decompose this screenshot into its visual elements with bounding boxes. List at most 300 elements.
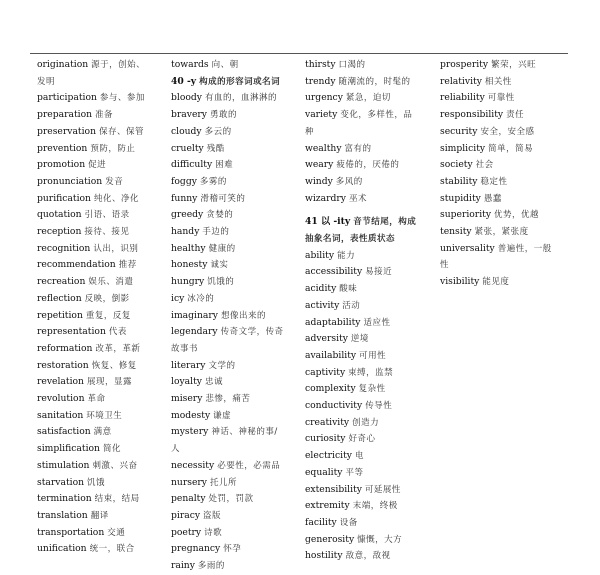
vocab-entry — [305, 348, 435, 365]
vocab-entry — [171, 458, 303, 475]
chinese-meaning: 多雨的 — [197, 561, 225, 572]
vocab-entry — [171, 441, 303, 458]
chinese-meaning: 准备 — [95, 110, 114, 121]
chinese-meaning: 安全，安全感 — [480, 126, 535, 137]
vocab-entry — [171, 374, 303, 391]
vocab-entry — [305, 298, 435, 315]
chinese-meaning: 贪婪的 — [206, 210, 234, 221]
vocab-entry — [171, 224, 303, 241]
vocab-entry — [305, 398, 435, 415]
chinese-meaning: 愚蠢 — [483, 193, 502, 204]
vocab-entry — [305, 482, 435, 499]
chinese-meaning: 困难 — [215, 160, 234, 171]
chinese-meaning: 翻译 — [90, 510, 109, 521]
column-2 — [171, 57, 303, 575]
vocab-entry — [171, 107, 303, 124]
vocab-entry — [37, 391, 165, 408]
chinese-meaning: 认出，识别 — [93, 243, 139, 254]
english-word: sanitation — [37, 409, 84, 421]
english-word: relativity — [440, 75, 482, 87]
vocab-entry — [440, 90, 570, 107]
english-word: translation — [37, 509, 88, 521]
english-word: repetition — [37, 309, 83, 321]
english-word: stupidity — [440, 192, 481, 204]
chinese-meaning: 相关性 — [484, 76, 512, 87]
english-word: pregnancy — [171, 543, 221, 555]
vocab-entry — [305, 264, 435, 281]
english-word: curiosity — [305, 433, 346, 445]
english-word: penalty — [171, 493, 206, 505]
english-word: origination — [37, 59, 89, 70]
chinese-meaning: 文学的 — [208, 360, 236, 371]
vocab-entry — [305, 90, 435, 107]
chinese-meaning: 恢复、修复 — [91, 360, 137, 371]
english-word: preparation — [37, 109, 93, 121]
chinese-meaning: 悲惨，痛苦 — [205, 394, 251, 405]
vocab-entry — [440, 174, 570, 191]
chinese-meaning: 随潮流的，时髦的 — [338, 76, 411, 87]
chinese-meaning: 托儿所 — [209, 477, 237, 488]
english-word: funny — [171, 192, 198, 204]
english-word: towards — [171, 59, 209, 70]
english-word: restoration — [37, 359, 89, 371]
vocab-entry — [171, 257, 303, 274]
chinese-meaning: 巫术 — [348, 193, 367, 204]
vocab-entry — [305, 248, 435, 265]
english-word: ability — [305, 249, 335, 261]
chinese-meaning: 敌意，敌视 — [345, 551, 391, 562]
english-word: windy — [305, 175, 333, 187]
vocab-entry — [171, 541, 303, 558]
top-rule — [30, 53, 568, 54]
chinese-meaning: 处罚，罚款 — [208, 494, 254, 505]
english-word: weary — [305, 159, 334, 171]
chinese-meaning: 传导性 — [365, 401, 393, 412]
chinese-meaning: 环境卫生 — [86, 410, 123, 421]
vocab-entry — [171, 274, 303, 291]
vocab-entry — [305, 141, 435, 158]
section-heading — [305, 231, 435, 248]
chinese-meaning: 纯化、净化 — [93, 193, 139, 204]
chinese-meaning: 能力 — [337, 250, 356, 261]
vocab-entry — [37, 274, 165, 291]
english-word: superiority — [440, 209, 492, 221]
vocab-entry — [305, 107, 435, 124]
english-word: reformation — [37, 342, 93, 354]
chinese-meaning: 抽象名词，表性质状态 — [305, 234, 396, 245]
english-word: revelation — [37, 376, 84, 388]
chinese-meaning: 盗版 — [203, 510, 222, 521]
chinese-meaning: 接待、接见 — [84, 227, 130, 238]
vocab-entry — [37, 308, 165, 325]
vocab-entry — [171, 358, 303, 375]
chinese-meaning: 紧急，迫切 — [345, 93, 391, 104]
chinese-meaning: 向、朝 — [211, 60, 239, 70]
vocab-entry — [37, 124, 165, 141]
chinese-meaning: 复杂性 — [358, 384, 386, 395]
english-word: icy — [171, 292, 185, 304]
english-word: reception — [37, 226, 82, 238]
vocab-entry — [37, 74, 165, 91]
vocab-entry — [37, 257, 165, 274]
vocab-entry — [171, 324, 303, 341]
chinese-meaning: 好奇心 — [348, 434, 376, 445]
vocab-entry — [171, 491, 303, 508]
vocab-entry — [440, 241, 570, 258]
vocab-entry — [305, 57, 435, 74]
vocab-entry — [171, 90, 303, 107]
vocab-entry — [305, 532, 435, 549]
chinese-meaning: 诚实 — [210, 260, 229, 271]
vocab-entry — [440, 157, 570, 174]
english-word: extensibility — [305, 483, 362, 495]
chinese-meaning: 电 — [354, 451, 364, 462]
vocab-entry — [37, 224, 165, 241]
chinese-meaning: 可用性 — [359, 350, 387, 361]
english-word: loyalty — [171, 376, 202, 388]
vocab-entry — [37, 324, 165, 341]
vocab-entry — [305, 157, 435, 174]
section-heading — [171, 74, 303, 91]
vocab-entry — [305, 174, 435, 191]
vocab-entry — [305, 331, 435, 348]
english-word: revolution — [37, 393, 85, 405]
english-word: 40 -y — [171, 75, 197, 87]
english-word: stability — [440, 175, 478, 187]
english-word: prevention — [37, 142, 88, 154]
chinese-meaning: 酸味 — [339, 284, 358, 295]
english-word: electricity — [305, 450, 352, 462]
chinese-meaning: 社会 — [475, 160, 494, 171]
chinese-meaning: 刺激、兴奋 — [92, 460, 138, 471]
english-word: rainy — [171, 560, 195, 572]
chinese-meaning: 平等 — [345, 467, 364, 478]
english-word: stimulation — [37, 459, 90, 471]
english-word: complexity — [305, 383, 356, 395]
vocab-entry — [37, 291, 165, 308]
chinese-meaning: 娱乐、消遣 — [88, 277, 134, 288]
vocab-entry — [305, 381, 435, 398]
chinese-meaning: 多风的 — [335, 176, 363, 187]
vocab-entry — [171, 525, 303, 542]
chinese-meaning: 责任 — [506, 110, 525, 121]
vocab-entry — [305, 515, 435, 532]
english-word: starvation — [37, 476, 85, 488]
chinese-meaning: 束缚，监禁 — [348, 367, 394, 378]
english-word: simplicity — [440, 142, 486, 154]
chinese-meaning: 发明 — [37, 76, 56, 87]
vocab-entry — [37, 374, 165, 391]
chinese-meaning: 引语、语录 — [84, 210, 130, 221]
vocab-entry — [440, 141, 570, 158]
english-word: captivity — [305, 366, 346, 378]
english-word: cruelty — [171, 142, 204, 154]
vocab-entry — [37, 475, 165, 492]
vocab-entry — [171, 207, 303, 224]
english-word: necessity — [171, 459, 215, 471]
vocab-entry — [440, 107, 570, 124]
english-word: quotation — [37, 209, 82, 221]
vocab-entry — [171, 241, 303, 258]
english-word: universality — [440, 242, 495, 254]
english-word: mystery — [171, 426, 209, 438]
vocab-entry — [440, 124, 570, 141]
chinese-meaning: 慷慨，大方 — [357, 534, 403, 545]
english-word: extremity — [305, 500, 350, 512]
chinese-meaning: 反映，倒影 — [84, 293, 130, 304]
chinese-meaning: 源于，创始、 — [91, 60, 146, 70]
vocab-entry — [37, 107, 165, 124]
english-word: poetry — [171, 526, 202, 538]
vocab-entry — [37, 174, 165, 191]
vocab-entry — [440, 207, 570, 224]
vocab-entry — [305, 415, 435, 432]
vocab-entry — [37, 341, 165, 358]
vocab-entry — [171, 291, 303, 308]
chinese-meaning: 稳定性 — [480, 176, 508, 187]
vocab-entry — [37, 525, 165, 542]
vocab-entry — [37, 358, 165, 375]
english-word: greedy — [171, 209, 204, 221]
vocab-entry — [305, 431, 435, 448]
chinese-meaning: 易接近 — [365, 267, 393, 278]
english-word: purification — [37, 192, 91, 204]
vocab-entry — [37, 508, 165, 525]
english-word: legendary — [171, 326, 218, 338]
vocab-entry — [37, 191, 165, 208]
vocab-entry — [37, 424, 165, 441]
chinese-meaning: 紧张，紧张度 — [474, 227, 529, 238]
chinese-meaning: 可延展性 — [364, 484, 401, 495]
vocab-entry — [440, 224, 570, 241]
vocab-entry — [171, 508, 303, 525]
english-word: bloody — [171, 92, 202, 104]
english-word: participation — [37, 92, 97, 104]
chinese-meaning: 有血的，血淋淋的 — [204, 93, 277, 104]
vocab-entry — [171, 191, 303, 208]
english-word: imaginary — [171, 309, 218, 321]
chinese-meaning: 神话、神秘的事/ — [211, 427, 278, 438]
chinese-meaning: 简化 — [102, 444, 121, 455]
vocab-entry — [37, 241, 165, 258]
english-word: variety — [305, 109, 338, 121]
chinese-meaning: 优势，优越 — [494, 210, 540, 221]
chinese-meaning: 诗歌 — [204, 527, 223, 538]
chinese-meaning: 预防，防止 — [90, 143, 136, 154]
chinese-meaning: 怀孕 — [223, 544, 242, 555]
english-word: difficulty — [171, 159, 213, 171]
column-4 — [440, 57, 570, 291]
english-word: misery — [171, 393, 203, 405]
vocab-entry — [37, 541, 165, 558]
chinese-meaning: 残酷 — [206, 143, 225, 154]
vocab-entry — [171, 408, 303, 425]
english-word: satisfaction — [37, 426, 91, 438]
chinese-meaning: 音节结尾，构成 — [353, 217, 417, 228]
chinese-meaning: 健康的 — [208, 243, 236, 254]
chinese-meaning: 活动 — [342, 300, 361, 311]
english-word: adversity — [305, 333, 348, 345]
english-word: wealthy — [305, 142, 342, 154]
chinese-meaning: 可靠性 — [487, 93, 515, 104]
english-word: unification — [37, 543, 87, 555]
vocab-entry — [37, 90, 165, 107]
vocab-entry — [37, 207, 165, 224]
chinese-meaning: 保存、保管 — [99, 126, 145, 137]
english-word: preservation — [37, 125, 97, 137]
chinese-meaning: 口渴的 — [338, 60, 366, 70]
vocab-entry — [305, 191, 435, 208]
vocab-entry — [171, 341, 303, 358]
chinese-meaning: 必要性，必需品 — [217, 460, 281, 471]
english-word: nursery — [171, 476, 207, 488]
english-word: wizardry — [305, 192, 346, 204]
english-word: healthy — [171, 242, 206, 254]
vocab-entry — [305, 548, 435, 565]
english-word: promotion — [37, 159, 86, 171]
chinese-meaning: 统一，联合 — [89, 544, 135, 555]
vocab-entry — [440, 191, 570, 208]
chinese-meaning: 简单，简易 — [488, 143, 534, 154]
chinese-meaning: 展现，显露 — [86, 377, 132, 388]
chinese-meaning: 勇敢的 — [209, 110, 237, 121]
vocab-entry — [171, 57, 303, 74]
chinese-meaning: 代表 — [108, 327, 127, 338]
english-word: adaptability — [305, 316, 361, 328]
english-word: prosperity — [440, 59, 489, 70]
english-word: recommendation — [37, 259, 116, 271]
english-word: creativity — [305, 416, 350, 428]
vocab-entry — [171, 124, 303, 141]
vocab-entry — [37, 441, 165, 458]
english-word: recognition — [37, 242, 91, 254]
vocab-entry — [171, 157, 303, 174]
english-word: reliability — [440, 92, 485, 104]
chinese-meaning: 忠诚 — [204, 377, 223, 388]
chinese-meaning: 种 — [305, 126, 315, 137]
english-word: honesty — [171, 259, 208, 271]
chinese-meaning: 饥饿 — [87, 477, 106, 488]
english-word: acidity — [305, 283, 337, 295]
chinese-meaning: 交通 — [107, 527, 126, 538]
english-word: reflection — [37, 292, 82, 304]
english-word: tensity — [440, 226, 472, 238]
chinese-meaning: 革命 — [87, 394, 106, 405]
vocab-entry — [171, 308, 303, 325]
english-word: trendy — [305, 75, 336, 87]
english-word: bravery — [171, 109, 207, 121]
chinese-meaning: 谦虚 — [213, 410, 232, 421]
english-word: activity — [305, 299, 340, 311]
english-word: generosity — [305, 533, 355, 545]
english-word: hostility — [305, 550, 343, 562]
section-heading — [305, 214, 435, 231]
chinese-meaning: 设备 — [339, 517, 358, 528]
section-spacer — [305, 207, 435, 214]
vocab-entry — [37, 408, 165, 425]
chinese-meaning: 推荐 — [118, 260, 137, 271]
chinese-meaning: 多雾的 — [199, 176, 227, 187]
english-word: hungry — [171, 276, 205, 288]
english-word: recreation — [37, 276, 86, 288]
vocab-entry — [440, 57, 570, 74]
english-word: handy — [171, 226, 200, 238]
english-word: 41 以 -ity — [305, 216, 351, 228]
english-word: urgency — [305, 92, 343, 104]
chinese-meaning: 创造力 — [352, 417, 380, 428]
english-word: simplification — [37, 443, 100, 455]
chinese-meaning: 饥饿的 — [207, 277, 235, 288]
vocab-entry — [440, 274, 570, 291]
vocab-entry — [440, 257, 570, 274]
vocab-entry — [37, 157, 165, 174]
chinese-meaning: 能见度 — [482, 277, 510, 288]
english-word: literary — [171, 359, 206, 371]
chinese-meaning: 人 — [171, 444, 181, 455]
english-word: piracy — [171, 509, 201, 521]
english-word: equality — [305, 466, 343, 478]
chinese-meaning: 构成的形容词或名词 — [199, 76, 281, 87]
chinese-meaning: 疲倦的，厌倦的 — [336, 160, 400, 171]
vocab-entry — [305, 498, 435, 515]
vocab-entry — [171, 475, 303, 492]
english-word: availability — [305, 349, 357, 361]
english-word: society — [440, 159, 473, 171]
chinese-meaning: 发音 — [105, 176, 124, 187]
chinese-meaning: 冰冷的 — [187, 293, 215, 304]
english-word: security — [440, 125, 478, 137]
column-3 — [305, 57, 435, 565]
chinese-meaning: 末端，终极 — [352, 501, 398, 512]
chinese-meaning: 性 — [440, 260, 450, 271]
vocab-entry — [171, 141, 303, 158]
chinese-meaning: 参与、参加 — [99, 93, 145, 104]
vocab-entry — [37, 57, 165, 74]
chinese-meaning: 富有的 — [344, 143, 372, 154]
vocab-entry — [305, 315, 435, 332]
english-word: visibility — [440, 276, 480, 288]
english-word: cloudy — [171, 125, 202, 137]
vocab-entry — [37, 458, 165, 475]
vocab-entry — [305, 465, 435, 482]
english-word: thirsty — [305, 59, 336, 70]
english-word: transportation — [37, 526, 105, 538]
chinese-meaning: 想像出来的 — [220, 310, 266, 321]
chinese-meaning: 故事书 — [171, 343, 199, 354]
english-word: termination — [37, 493, 92, 505]
chinese-meaning: 繁荣，兴旺 — [491, 60, 537, 70]
column-1 — [37, 57, 165, 558]
vocab-entry — [305, 124, 435, 141]
english-word: pronunciation — [37, 175, 103, 187]
vocab-entry — [171, 174, 303, 191]
vocab-entry — [440, 74, 570, 91]
vocab-entry — [37, 491, 165, 508]
chinese-meaning: 逆境 — [350, 334, 369, 345]
english-word: foggy — [171, 175, 197, 187]
chinese-meaning: 适应性 — [363, 317, 391, 328]
vocab-entry — [171, 424, 303, 441]
vocab-entry — [305, 365, 435, 382]
chinese-meaning: 改革，革新 — [95, 343, 141, 354]
english-word: accessibility — [305, 266, 363, 278]
vocab-entry — [37, 141, 165, 158]
chinese-meaning: 多云的 — [204, 126, 232, 137]
vocab-entry — [171, 558, 303, 575]
english-word: representation — [37, 326, 106, 338]
vocab-entry — [305, 448, 435, 465]
english-word: modesty — [171, 409, 211, 421]
